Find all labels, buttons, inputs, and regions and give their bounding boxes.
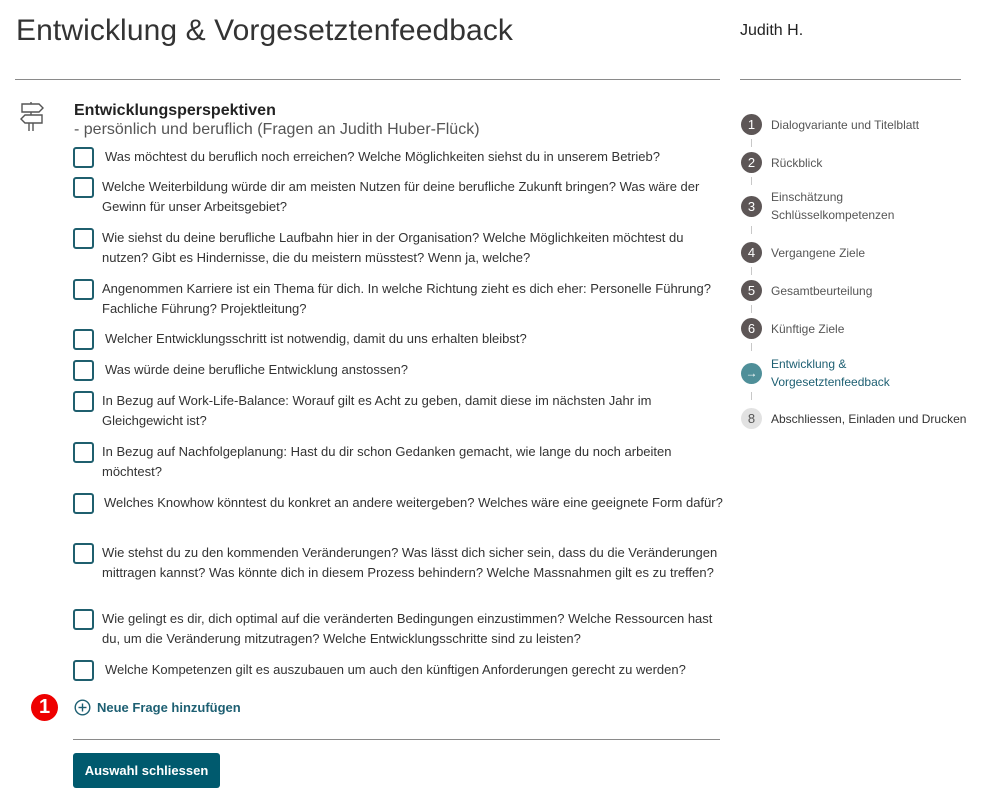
question-text: Welche Kompetenzen gilt es auszubauen um auch den künftigen Anforderungen gerecht zu werden?	[105, 662, 686, 677]
step-label: Dialogvariante und Titelblatt	[771, 117, 920, 132]
step-item-5[interactable]	[741, 280, 981, 301]
sidebar-divider	[740, 79, 961, 80]
question-item[interactable]	[73, 493, 723, 514]
question-item[interactable]	[73, 543, 723, 583]
step-item-1[interactable]	[741, 114, 981, 135]
step-connector	[751, 139, 752, 147]
question-text: Wie stehst du zu den kommenden Veränderungen? Was lässt dich sicher sein, dass du die Veränderungen mittragen kannst? Was könnte dich in diesem Prozess behindern? Welche Massnahmen gilt es zu treffen?	[102, 545, 718, 580]
question-checkbox[interactable]	[73, 543, 94, 564]
step-connector	[751, 177, 752, 185]
question-text: Welches Knowhow könntest du konkret an andere weitergeben? Welches wäre eine geeignete Form dafür?	[104, 495, 723, 510]
question-text: Welcher Entwicklungsschritt ist notwendig, damit du uns erhalten bleibst?	[105, 331, 527, 346]
question-checkbox[interactable]	[73, 493, 94, 514]
step-label: Einschätzung Schlüsselkompetenzen	[771, 190, 895, 222]
question-text: In Bezug auf Nachfolgeplanung: Hast du dir schon Gedanken gemacht, wie lange du noch arbeiten möchtest?	[102, 444, 672, 479]
question-checkbox[interactable]	[73, 329, 94, 350]
step-label: Gesamtbeurteilung	[771, 283, 873, 298]
annotation-marker: 1	[31, 694, 58, 721]
step-connector	[751, 392, 752, 400]
question-text: Angenommen Karriere ist ein Thema für dich. In welche Richtung zieht es dich eher: Personelle Führung? Fachliche Führung? Projektleitung?	[102, 281, 711, 316]
question-checkbox[interactable]	[73, 360, 94, 381]
question-checkbox[interactable]	[73, 442, 94, 463]
user-name: Judith H.	[740, 22, 804, 39]
step-label: Künftige Ziele	[771, 321, 845, 336]
step-item-2[interactable]	[741, 152, 981, 173]
question-text: Was würde deine berufliche Entwicklung anstossen?	[105, 362, 409, 377]
question-item[interactable]	[73, 360, 723, 381]
step-number: 6	[741, 318, 762, 339]
step-connector	[751, 305, 752, 313]
step-item-4[interactable]	[741, 242, 981, 263]
question-item[interactable]	[73, 442, 723, 482]
step-item-8[interactable]	[741, 408, 981, 429]
step-connector	[751, 226, 752, 234]
question-item[interactable]	[73, 391, 723, 431]
close-selection-button[interactable]: Auswahl schliessen	[73, 753, 220, 788]
step-label: Vergangene Ziele	[771, 245, 866, 260]
question-checkbox[interactable]	[73, 609, 94, 630]
question-text: Was möchtest du beruflich noch erreichen? Welche Möglichkeiten siehst du in unserem Betrieb?	[105, 149, 660, 164]
question-item[interactable]	[73, 279, 723, 319]
question-text: Welche Weiterbildung würde dir am meisten Nutzen für deine berufliche Zukunft bringen? Was wäre der Gewinn für unser Arbeitsgebiet?	[102, 179, 700, 214]
plus-circle-icon	[74, 699, 91, 716]
question-item[interactable]	[73, 609, 723, 649]
question-checkbox[interactable]	[73, 279, 94, 300]
title-divider	[15, 79, 720, 80]
section-title: Entwicklungsperspektiven	[74, 102, 276, 119]
step-number: 3	[741, 196, 762, 217]
step-label: Entwicklung & Vorgesetztenfeedback	[771, 357, 890, 389]
page-title: Entwicklung & Vorgesetztenfeedback	[16, 14, 514, 47]
step-number: 2	[741, 152, 762, 173]
question-checkbox[interactable]	[73, 177, 94, 198]
step-item-3[interactable]	[741, 188, 981, 224]
question-text: Wie siehst du deine berufliche Laufbahn hier in der Organisation? Welche Möglichkeiten möchtest du nutzen? Gibt es Hindernisse, die du meistern müsstest? Wenn ja, welche?	[102, 230, 684, 265]
step-connector	[751, 343, 752, 351]
question-item[interactable]	[73, 228, 723, 268]
signpost-icon	[17, 101, 47, 135]
bottom-divider	[73, 739, 720, 740]
question-checkbox[interactable]	[73, 660, 94, 681]
question-checkbox[interactable]	[73, 228, 94, 249]
question-item[interactable]	[73, 329, 723, 350]
question-item[interactable]	[73, 660, 723, 681]
add-question-label: Neue Frage hinzufügen	[97, 700, 241, 715]
add-question-link[interactable]	[74, 699, 241, 716]
step-label: Rückblick	[771, 155, 823, 170]
step-number: 1	[741, 114, 762, 135]
step-number: 5	[741, 280, 762, 301]
question-checkbox[interactable]	[73, 147, 94, 168]
step-number: 8	[741, 408, 762, 429]
step-connector	[751, 267, 752, 275]
arrow-right-icon: →	[741, 363, 762, 384]
step-item-6[interactable]	[741, 318, 981, 339]
question-text: Wie gelingt es dir, dich optimal auf die veränderten Bedingungen einzustimmen? Welche Ressourcen hast du, um die Veränderung mitzutragen? Welche Entwicklungsschritte sind zu leisten?	[102, 611, 713, 646]
question-item[interactable]	[73, 147, 723, 168]
step-item-7[interactable]	[741, 355, 981, 391]
step-label: Abschliessen, Einladen und Drucken	[771, 411, 967, 426]
step-number: 4	[741, 242, 762, 263]
question-text: In Bezug auf Work-Life-Balance: Worauf gilt es Acht zu geben, damit diese im nächsten Jahr im Gleichgewicht ist?	[102, 393, 652, 428]
question-checkbox[interactable]	[73, 391, 94, 412]
question-item[interactable]	[73, 177, 723, 217]
section-subtitle: - persönlich und beruflich (Fragen an Judith Huber-Flück)	[74, 121, 480, 138]
